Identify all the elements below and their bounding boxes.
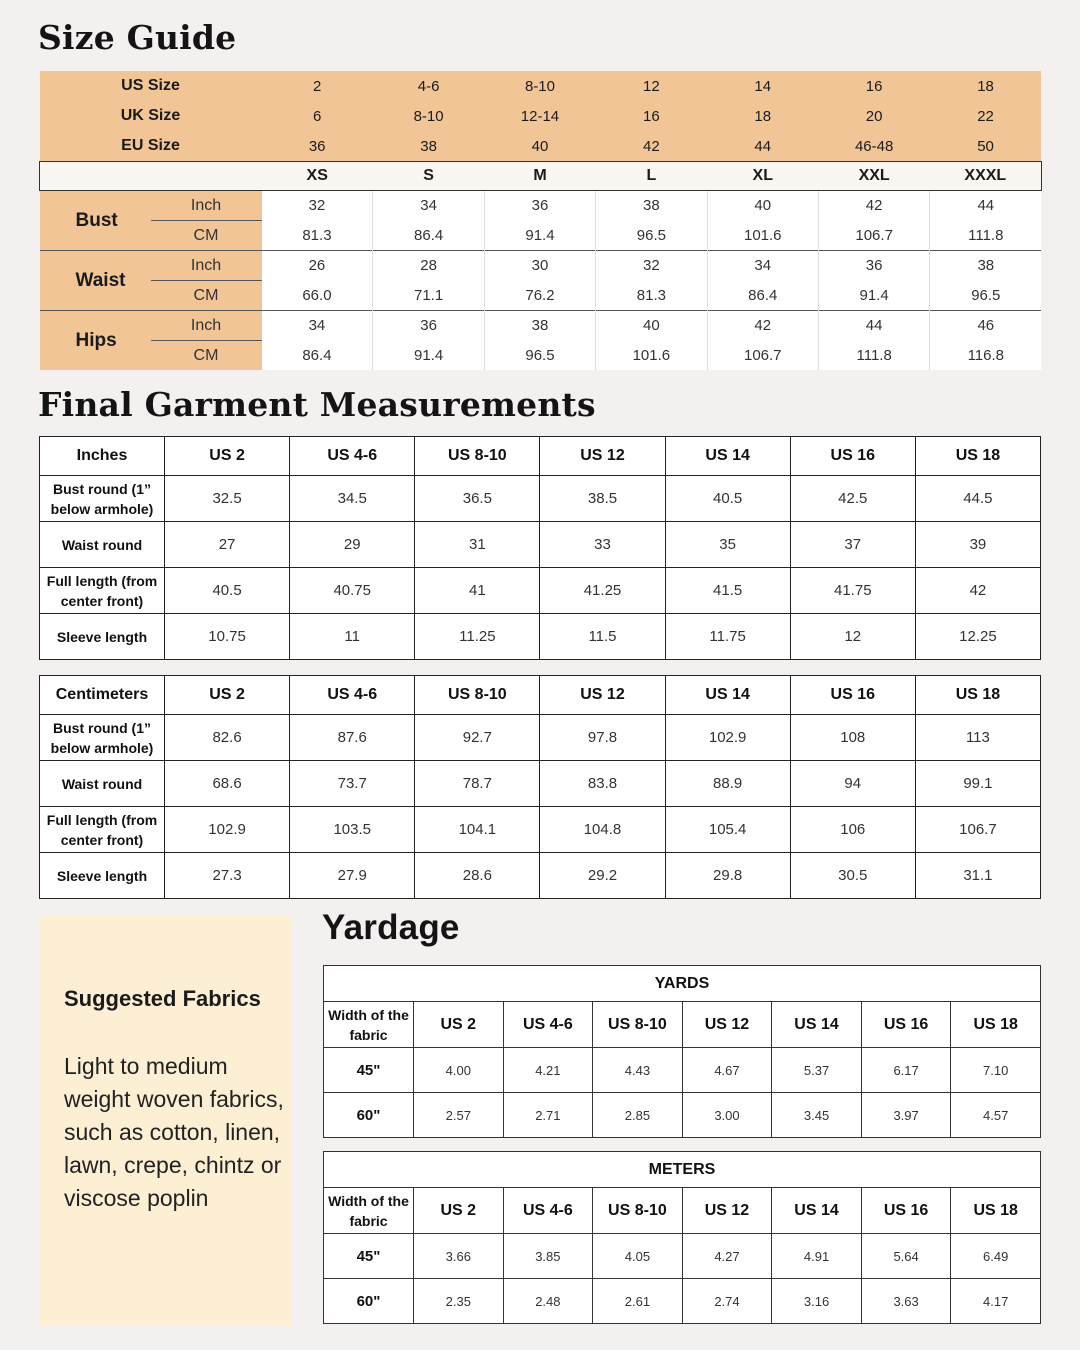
measurement-value: 32 bbox=[262, 191, 373, 221]
measurement-value: 40 bbox=[596, 311, 707, 341]
garment-value: 11.25 bbox=[415, 614, 540, 660]
garment-value: 12.25 bbox=[915, 614, 1040, 660]
measurement-value: 42 bbox=[707, 311, 818, 341]
garment-value: 11.5 bbox=[540, 614, 665, 660]
unit-label: Inch bbox=[151, 311, 262, 341]
garment-row-label: Full length (from center front) bbox=[40, 568, 165, 614]
garment-unit-corner: Inches bbox=[40, 437, 165, 476]
measurement-value: 36 bbox=[818, 251, 929, 281]
garment-size-header: US 12 bbox=[540, 676, 665, 715]
measurement-value: 96.5 bbox=[930, 281, 1041, 311]
garment-value: 12 bbox=[790, 614, 915, 660]
garment-value: 108 bbox=[790, 715, 915, 761]
garment-row bbox=[40, 715, 1041, 761]
yardage-value: 3.16 bbox=[772, 1279, 862, 1324]
garment-unit-corner: Centimeters bbox=[40, 676, 165, 715]
yardage-value: 2.48 bbox=[503, 1279, 593, 1324]
garment-size-header: US 12 bbox=[540, 437, 665, 476]
garment-size-header: US 18 bbox=[915, 437, 1040, 476]
yardage-row bbox=[324, 1048, 1041, 1093]
yardage-value: 4.17 bbox=[951, 1279, 1041, 1324]
garment-size-header: US 4-6 bbox=[290, 676, 415, 715]
garment-header-row bbox=[40, 437, 1041, 476]
size-value: 36 bbox=[262, 131, 373, 162]
garment-value: 29.2 bbox=[540, 853, 665, 899]
garment-value: 82.6 bbox=[165, 715, 290, 761]
garment-value: 94 bbox=[790, 761, 915, 807]
yardage-size-header: US 18 bbox=[951, 1188, 1041, 1234]
measurement-row bbox=[40, 251, 1042, 281]
garment-value: 42 bbox=[915, 568, 1040, 614]
yardage-size-header: US 4-6 bbox=[503, 1002, 593, 1048]
measurement-value: 32 bbox=[596, 251, 707, 281]
garment-value: 41.25 bbox=[540, 568, 665, 614]
measurement-value: 44 bbox=[930, 191, 1041, 221]
yardage-title: Yardage bbox=[322, 908, 460, 947]
garment-value: 31.1 bbox=[915, 853, 1040, 899]
garment-value: 39 bbox=[915, 522, 1040, 568]
measurement-row bbox=[40, 341, 1042, 371]
yardage-size-header: US 16 bbox=[861, 1002, 951, 1048]
yardage-value: 3.45 bbox=[772, 1093, 862, 1138]
garment-row bbox=[40, 522, 1041, 568]
yardage-value: 4.67 bbox=[682, 1048, 772, 1093]
yardage-size-header: US 18 bbox=[951, 1002, 1041, 1048]
garment-value: 102.9 bbox=[165, 807, 290, 853]
size-value: 4-6 bbox=[373, 71, 484, 101]
yardage-value: 3.63 bbox=[861, 1279, 951, 1324]
fabric-width-header: Width of the fabric bbox=[324, 1188, 414, 1234]
garment-value: 41 bbox=[415, 568, 540, 614]
unit-label: Inch bbox=[151, 251, 262, 281]
measurement-value: 34 bbox=[373, 191, 484, 221]
yardage-size-header: US 8-10 bbox=[593, 1188, 683, 1234]
yardage-row bbox=[324, 1093, 1041, 1138]
size-value: 16 bbox=[818, 71, 929, 101]
garment-value: 87.6 bbox=[290, 715, 415, 761]
yardage-value: 2.61 bbox=[593, 1279, 683, 1324]
size-value: 38 bbox=[373, 131, 484, 162]
garment-value: 33 bbox=[540, 522, 665, 568]
size-value: 44 bbox=[707, 131, 818, 162]
garment-size-header: US 8-10 bbox=[415, 676, 540, 715]
measurement-value: 91.4 bbox=[818, 281, 929, 311]
garment-size-header: US 14 bbox=[665, 676, 790, 715]
letter-size: M bbox=[484, 162, 595, 191]
garment-row-label: Full length (from center front) bbox=[40, 807, 165, 853]
letter-size: L bbox=[596, 162, 707, 191]
size-system-label: US Size bbox=[40, 71, 262, 101]
size-value: 14 bbox=[707, 71, 818, 101]
yardage-header-row bbox=[324, 1188, 1041, 1234]
yardage-value: 4.57 bbox=[951, 1093, 1041, 1138]
yardage-yards-table bbox=[323, 965, 1041, 1138]
measurement-value: 96.5 bbox=[596, 221, 707, 251]
measurement-value: 111.8 bbox=[818, 341, 929, 371]
suggested-fabrics-text: Light to medium weight woven fabrics, such as cotton, linen, lawn, crepe, chintz or viscose poplin bbox=[64, 1053, 284, 1211]
size-value: 16 bbox=[596, 101, 707, 131]
measurement-value: 38 bbox=[484, 311, 595, 341]
garment-value: 104.1 bbox=[415, 807, 540, 853]
yardage-row bbox=[324, 1234, 1041, 1279]
garment-value: 11.75 bbox=[665, 614, 790, 660]
size-system-label: EU Size bbox=[40, 131, 262, 162]
measurement-value: 81.3 bbox=[596, 281, 707, 311]
measurement-group-label: Bust bbox=[40, 191, 151, 251]
measurement-value: 91.4 bbox=[484, 221, 595, 251]
yardage-caption: METERS bbox=[324, 1152, 1041, 1188]
yardage-value: 6.49 bbox=[951, 1234, 1041, 1279]
garment-size-header: US 2 bbox=[165, 437, 290, 476]
measurement-value: 36 bbox=[484, 191, 595, 221]
garment-value: 42.5 bbox=[790, 476, 915, 522]
measurement-value: 38 bbox=[930, 251, 1041, 281]
measurement-value: 76.2 bbox=[484, 281, 595, 311]
garment-value: 40.5 bbox=[665, 476, 790, 522]
yardage-meters-table bbox=[323, 1151, 1041, 1324]
garment-value: 73.7 bbox=[290, 761, 415, 807]
measurement-row bbox=[40, 191, 1042, 221]
garment-value: 28.6 bbox=[415, 853, 540, 899]
unit-label: Inch bbox=[151, 191, 262, 221]
size-value: 18 bbox=[707, 101, 818, 131]
letter-size: XS bbox=[262, 162, 373, 191]
size-value: 50 bbox=[930, 131, 1041, 162]
yardage-caption-row bbox=[324, 966, 1041, 1002]
garment-size-header: US 14 bbox=[665, 437, 790, 476]
yardage-value: 3.00 bbox=[682, 1093, 772, 1138]
size-system-row bbox=[40, 101, 1042, 131]
yardage-size-header: US 8-10 bbox=[593, 1002, 683, 1048]
measurement-value: 71.1 bbox=[373, 281, 484, 311]
size-value: 22 bbox=[930, 101, 1041, 131]
yardage-row bbox=[324, 1279, 1041, 1324]
letter-size: XXL bbox=[818, 162, 929, 191]
yardage-value: 6.17 bbox=[861, 1048, 951, 1093]
garment-value: 41.5 bbox=[665, 568, 790, 614]
size-value: 46-48 bbox=[818, 131, 929, 162]
size-value: 20 bbox=[818, 101, 929, 131]
garment-row-label: Sleeve length bbox=[40, 853, 165, 899]
measurement-value: 38 bbox=[596, 191, 707, 221]
garment-row bbox=[40, 614, 1041, 660]
measurement-value: 106.7 bbox=[818, 221, 929, 251]
garment-value: 99.1 bbox=[915, 761, 1040, 807]
measurement-value: 46 bbox=[930, 311, 1041, 341]
size-value: 12-14 bbox=[484, 101, 595, 131]
yardage-value: 2.35 bbox=[414, 1279, 504, 1324]
measurement-value: 34 bbox=[707, 251, 818, 281]
measurement-row bbox=[40, 221, 1042, 251]
garment-row-label: Waist round bbox=[40, 761, 165, 807]
garment-value: 44.5 bbox=[915, 476, 1040, 522]
yardage-value: 4.21 bbox=[503, 1048, 593, 1093]
garment-value: 40.75 bbox=[290, 568, 415, 614]
measurement-value: 34 bbox=[262, 311, 373, 341]
garment-value: 40.5 bbox=[165, 568, 290, 614]
yardage-value: 5.37 bbox=[772, 1048, 862, 1093]
fabric-width-label: 60" bbox=[324, 1279, 414, 1324]
yardage-value: 3.66 bbox=[414, 1234, 504, 1279]
measurement-value: 81.3 bbox=[262, 221, 373, 251]
size-system-label: UK Size bbox=[40, 101, 262, 131]
yardage-value: 3.97 bbox=[861, 1093, 951, 1138]
garment-value: 41.75 bbox=[790, 568, 915, 614]
yardage-value: 3.85 bbox=[503, 1234, 593, 1279]
garment-value: 78.7 bbox=[415, 761, 540, 807]
garment-value: 102.9 bbox=[665, 715, 790, 761]
garment-value: 92.7 bbox=[415, 715, 540, 761]
yardage-size-header: US 12 bbox=[682, 1188, 772, 1234]
unit-label: CM bbox=[151, 281, 262, 311]
garment-value: 11 bbox=[290, 614, 415, 660]
measurement-row bbox=[40, 311, 1042, 341]
unit-label: CM bbox=[151, 341, 262, 371]
measurement-value: 101.6 bbox=[707, 221, 818, 251]
size-value: 18 bbox=[930, 71, 1041, 101]
yardage-value: 4.05 bbox=[593, 1234, 683, 1279]
measurement-row bbox=[40, 281, 1042, 311]
garment-value: 113 bbox=[915, 715, 1040, 761]
measurement-value: 86.4 bbox=[262, 341, 373, 371]
suggested-fabrics-panel bbox=[39, 916, 292, 1325]
garment-value: 97.8 bbox=[540, 715, 665, 761]
garment-value: 34.5 bbox=[290, 476, 415, 522]
yardage-value: 4.91 bbox=[772, 1234, 862, 1279]
garment-value: 29.8 bbox=[665, 853, 790, 899]
yardage-value: 4.27 bbox=[682, 1234, 772, 1279]
measurement-value: 42 bbox=[818, 191, 929, 221]
yardage-size-header: US 4-6 bbox=[503, 1188, 593, 1234]
size-system-row bbox=[40, 71, 1042, 101]
yardage-value: 2.71 bbox=[503, 1093, 593, 1138]
size-value: 40 bbox=[484, 131, 595, 162]
unit-label: CM bbox=[151, 221, 262, 251]
yardage-size-header: US 12 bbox=[682, 1002, 772, 1048]
garment-size-header: US 18 bbox=[915, 676, 1040, 715]
yardage-size-header: US 16 bbox=[861, 1188, 951, 1234]
fabric-width-label: 45" bbox=[324, 1048, 414, 1093]
yardage-header-row bbox=[324, 1002, 1041, 1048]
fabric-width-header: Width of the fabric bbox=[324, 1002, 414, 1048]
garment-row bbox=[40, 853, 1041, 899]
measurement-value: 36 bbox=[373, 311, 484, 341]
yardage-size-header: US 2 bbox=[414, 1002, 504, 1048]
garment-size-header: US 4-6 bbox=[290, 437, 415, 476]
garment-inches-table bbox=[39, 436, 1041, 660]
garment-row-label: Bust round (1” below armhole) bbox=[40, 476, 165, 522]
suggested-fabrics-title: Suggested Fabrics bbox=[64, 986, 261, 1011]
garment-value: 27 bbox=[165, 522, 290, 568]
garment-value: 32.5 bbox=[165, 476, 290, 522]
letter-size: S bbox=[373, 162, 484, 191]
yardage-size-header: US 14 bbox=[772, 1188, 862, 1234]
garment-row-label: Waist round bbox=[40, 522, 165, 568]
measurement-value: 28 bbox=[373, 251, 484, 281]
measurement-value: 86.4 bbox=[373, 221, 484, 251]
garment-size-header: US 16 bbox=[790, 676, 915, 715]
garment-value: 105.4 bbox=[665, 807, 790, 853]
yardage-value: 5.64 bbox=[861, 1234, 951, 1279]
letter-size-corner bbox=[40, 162, 262, 191]
garment-row bbox=[40, 761, 1041, 807]
garment-value: 10.75 bbox=[165, 614, 290, 660]
garment-value: 27.3 bbox=[165, 853, 290, 899]
letter-size: XL bbox=[707, 162, 818, 191]
garment-value: 30.5 bbox=[790, 853, 915, 899]
garment-value: 27.9 bbox=[290, 853, 415, 899]
garment-row bbox=[40, 807, 1041, 853]
size-value: 8-10 bbox=[484, 71, 595, 101]
yardage-caption-row bbox=[324, 1152, 1041, 1188]
measurement-value: 106.7 bbox=[707, 341, 818, 371]
yardage-value: 2.74 bbox=[682, 1279, 772, 1324]
size-value: 12 bbox=[596, 71, 707, 101]
measurement-value: 66.0 bbox=[262, 281, 373, 311]
size-value: 8-10 bbox=[373, 101, 484, 131]
measurement-value: 40 bbox=[707, 191, 818, 221]
garment-row-label: Sleeve length bbox=[40, 614, 165, 660]
fabric-width-label: 45" bbox=[324, 1234, 414, 1279]
yardage-value: 4.43 bbox=[593, 1048, 683, 1093]
measurement-value: 101.6 bbox=[596, 341, 707, 371]
garment-row-label: Bust round (1” below armhole) bbox=[40, 715, 165, 761]
yardage-value: 7.10 bbox=[951, 1048, 1041, 1093]
measurement-value: 86.4 bbox=[707, 281, 818, 311]
yardage-size-header: US 14 bbox=[772, 1002, 862, 1048]
garment-header-row bbox=[40, 676, 1041, 715]
garment-value: 31 bbox=[415, 522, 540, 568]
size-value: 2 bbox=[262, 71, 373, 101]
measurement-value: 111.8 bbox=[930, 221, 1041, 251]
garment-size-header: US 16 bbox=[790, 437, 915, 476]
garment-value: 103.5 bbox=[290, 807, 415, 853]
yardage-size-header: US 2 bbox=[414, 1188, 504, 1234]
garment-size-header: US 8-10 bbox=[415, 437, 540, 476]
garment-value: 29 bbox=[290, 522, 415, 568]
measurement-value: 116.8 bbox=[930, 341, 1041, 371]
size-guide-table bbox=[39, 71, 1042, 370]
size-guide-title: Size Guide bbox=[38, 18, 237, 57]
garment-size-header: US 2 bbox=[165, 676, 290, 715]
measurement-value: 30 bbox=[484, 251, 595, 281]
measurement-value: 26 bbox=[262, 251, 373, 281]
garment-value: 38.5 bbox=[540, 476, 665, 522]
garment-value: 68.6 bbox=[165, 761, 290, 807]
garment-value: 83.8 bbox=[540, 761, 665, 807]
measurement-value: 44 bbox=[818, 311, 929, 341]
garment-value: 35 bbox=[665, 522, 790, 568]
fabric-width-label: 60" bbox=[324, 1093, 414, 1138]
garment-value: 36.5 bbox=[415, 476, 540, 522]
measurement-value: 91.4 bbox=[373, 341, 484, 371]
garment-centimeters-table bbox=[39, 675, 1041, 899]
size-value: 42 bbox=[596, 131, 707, 162]
size-system-row bbox=[40, 131, 1042, 162]
garment-value: 104.8 bbox=[540, 807, 665, 853]
garment-row bbox=[40, 568, 1041, 614]
measurement-group-label: Hips bbox=[40, 311, 151, 371]
letter-size-row bbox=[40, 162, 1042, 191]
garment-value: 106.7 bbox=[915, 807, 1040, 853]
garment-value: 37 bbox=[790, 522, 915, 568]
yardage-caption: YARDS bbox=[324, 966, 1041, 1002]
letter-size: XXXL bbox=[930, 162, 1041, 191]
measurement-value: 96.5 bbox=[484, 341, 595, 371]
size-value: 6 bbox=[262, 101, 373, 131]
garment-value: 88.9 bbox=[665, 761, 790, 807]
garment-row bbox=[40, 476, 1041, 522]
garment-value: 106 bbox=[790, 807, 915, 853]
garment-title: Final Garment Measurements bbox=[38, 385, 596, 424]
measurement-group-label: Waist bbox=[40, 251, 151, 311]
yardage-value: 4.00 bbox=[414, 1048, 504, 1093]
yardage-value: 2.85 bbox=[593, 1093, 683, 1138]
yardage-value: 2.57 bbox=[414, 1093, 504, 1138]
